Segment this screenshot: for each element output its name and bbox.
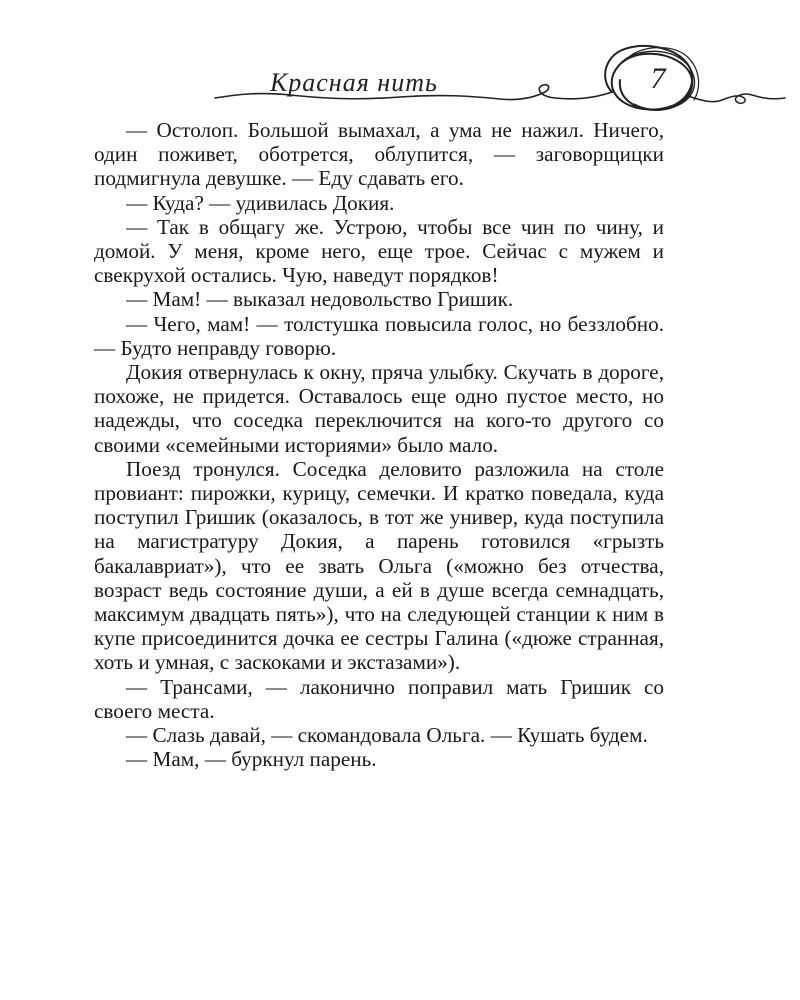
paragraph: — Чего, мам! — толстушка повысила голос, но беззлобно. — Будто неправду говорю.	[94, 311, 664, 360]
paragraph: — Остолоп. Большой вымахал, а ума не нажил. Ничего, один поживет, оботрется, облупится, — заговорщицки подмигнула девушке. — Еду сдавать его.	[94, 118, 664, 191]
thread-ornament-icon	[0, 0, 800, 120]
body-text	[94, 118, 664, 771]
paragraph: — Трансами, — лаконично поправил мать Гришик со своего места.	[94, 674, 664, 723]
paragraph: Докия отвернулась к окну, пряча улыбку. Скучать в дороге, похоже, не придется. Оставалось еще одно пустое место, но надежды, что соседка переключится на кого-то другого со своими «семейными историями» было мало.	[94, 360, 664, 457]
paragraph: — Куда? — удивилась Докия.	[126, 190, 395, 215]
paragraph: — Мам, — буркнул парень.	[126, 747, 377, 772]
page-header	[0, 0, 800, 120]
paragraph: — Мам! — выказал недовольство Гришик.	[126, 287, 514, 312]
page-number: 7	[650, 62, 666, 95]
paragraph: — Слазь давай, — скомандовала Ольга. — Кушать будем.	[126, 723, 648, 748]
running-title: Красная нить	[270, 68, 438, 97]
paragraph: — Так в общагу же. Устрою, чтобы все чин по чину, и домой. У меня, кроме него, еще трое. Сейчас с мужем и свекрухой остались. Чую, наведут порядков!	[94, 214, 664, 288]
paragraph: Поезд тронулся. Соседка деловито разложила на столе провиант: пирожки, курицу, семечки. И кратко поведала, куда поступил Гришик (оказалось, в тот же универ, куда поступила на магистратуру Докия, а парень готовился «грызть бакалавриат»), что ее звать Ольга («можно без отчества, возраст ведь состояние души, а ей в душе всегда семнадцать, максимум двадцать пять»), что на следующей станции к ним в купе присоединится дочка ее сестры Галина («дюже странная, хоть и умная, с заскоками и экстазами»).	[94, 456, 664, 675]
